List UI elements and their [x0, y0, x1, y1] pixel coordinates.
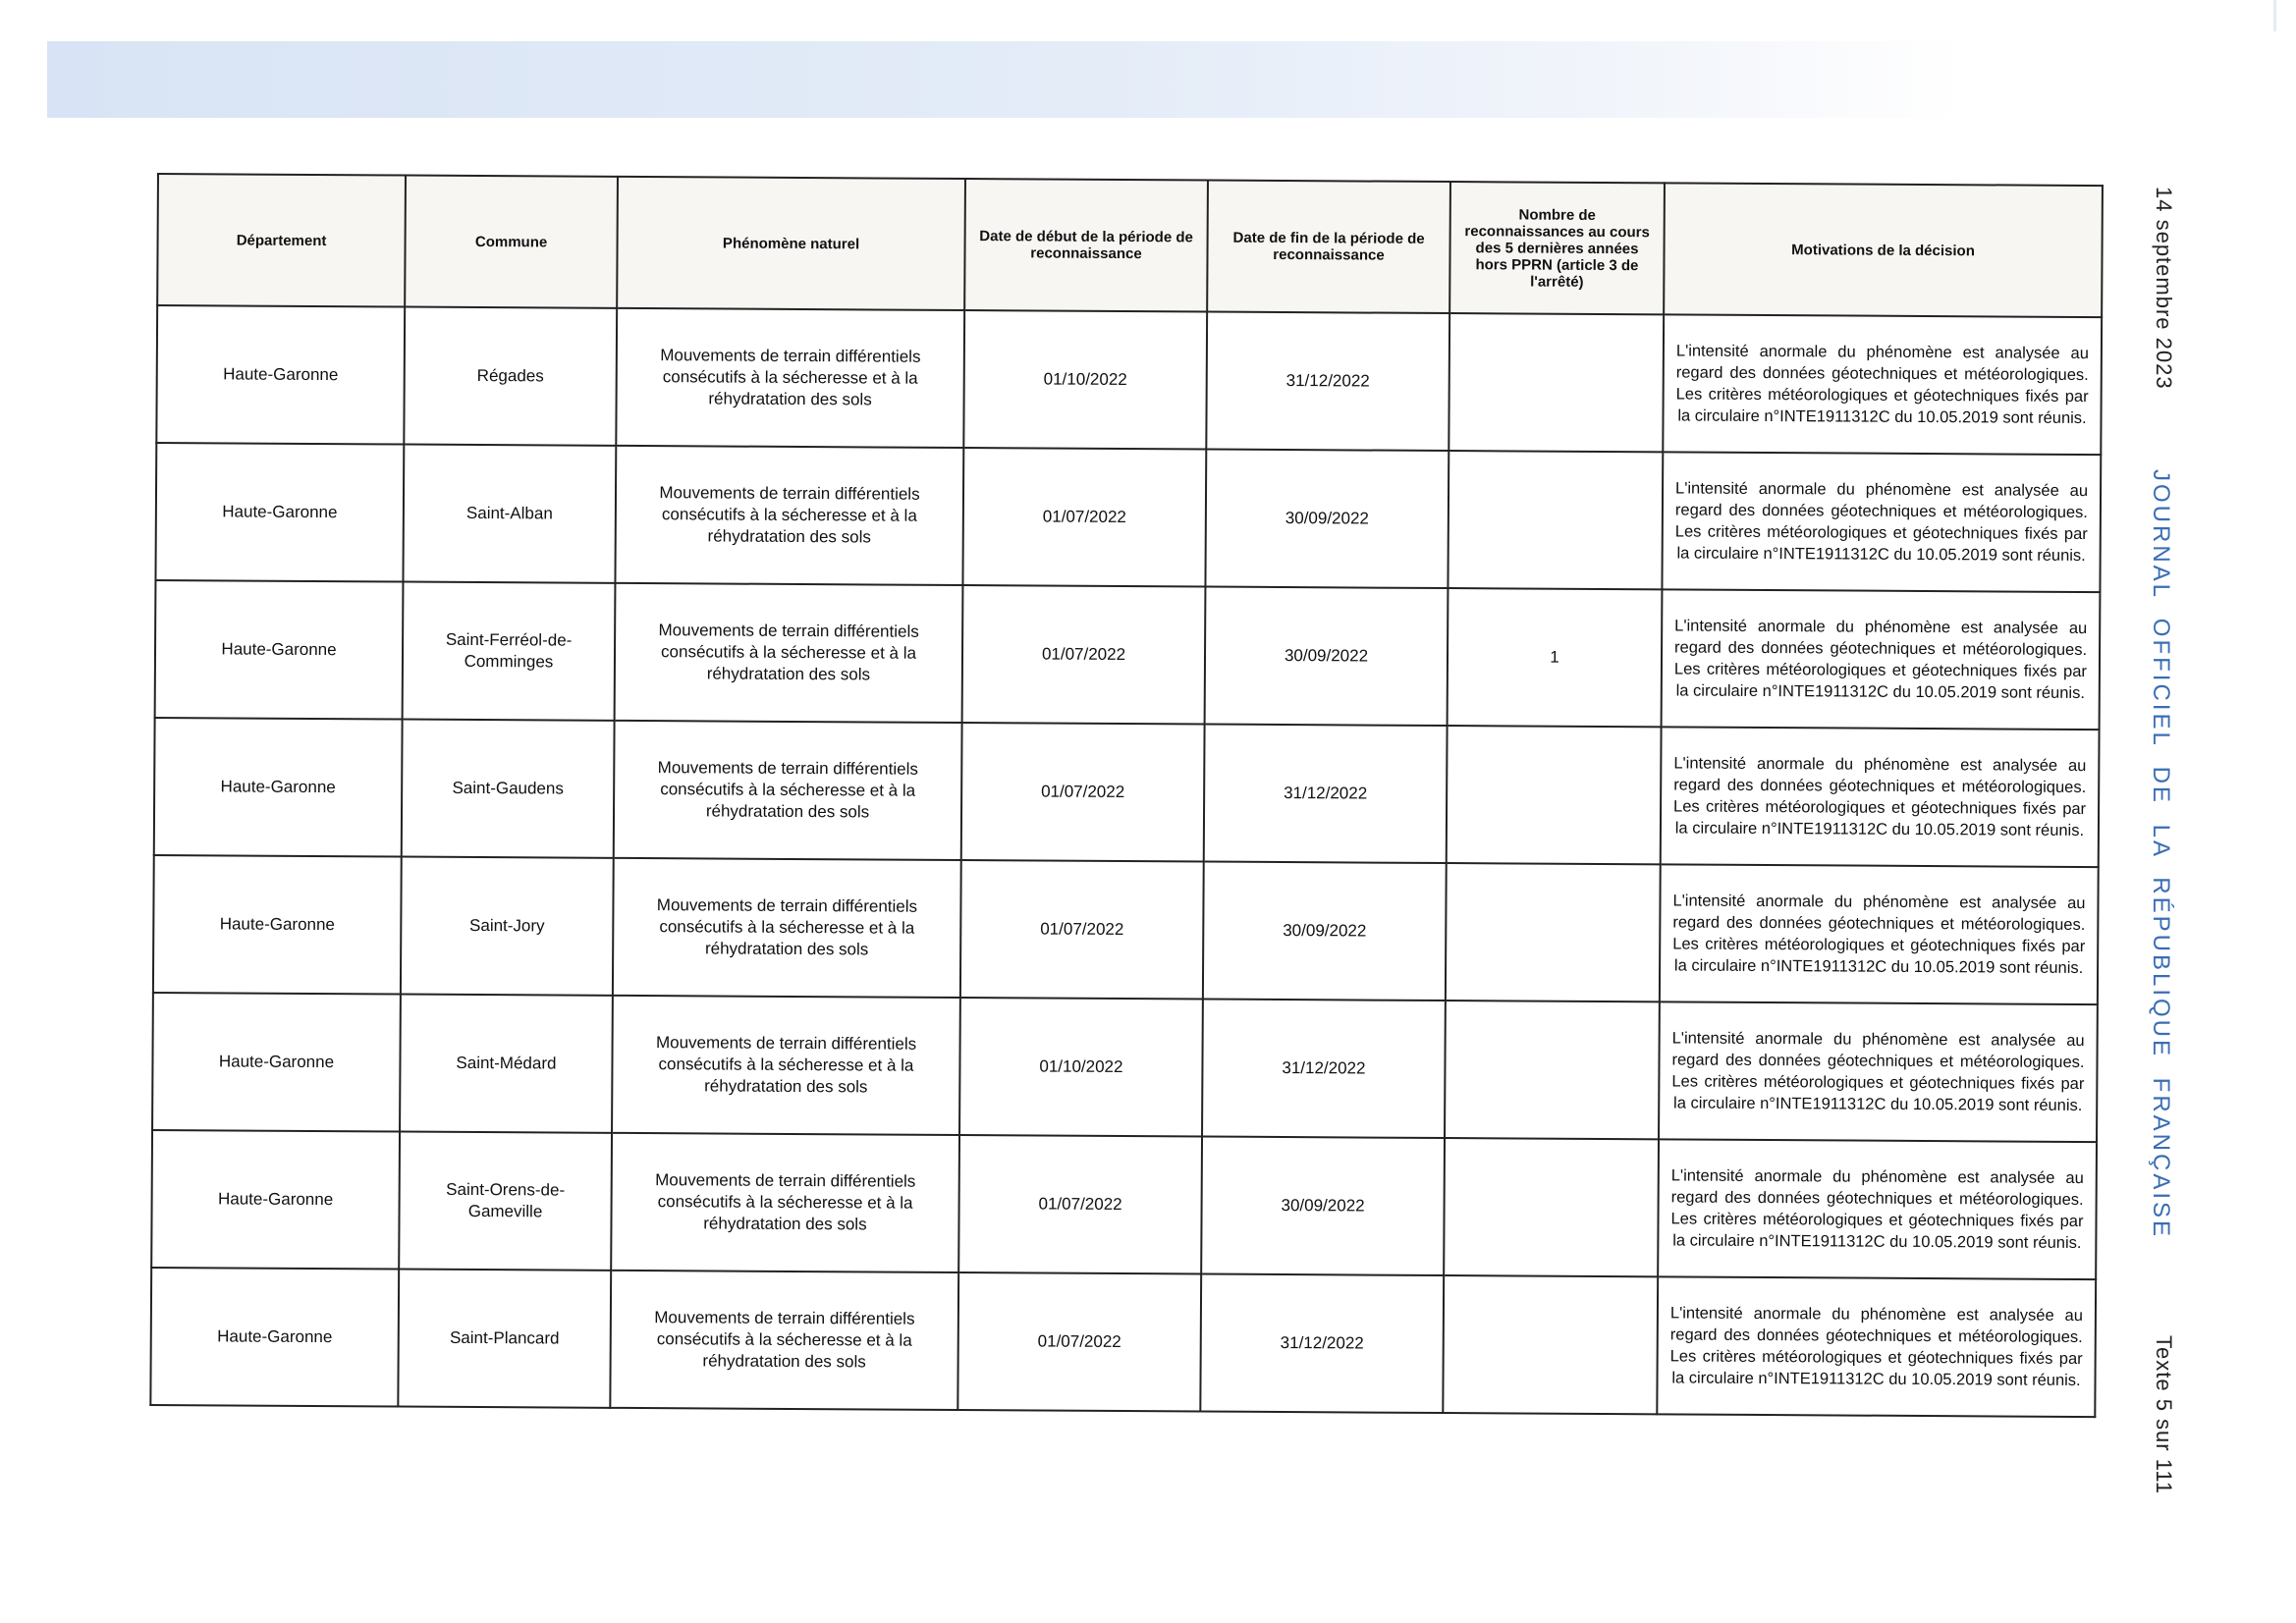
cell-motivations: L'intensité anormale du phénomène est analysée au regard des données géotechniques et météorologiques. Les critères météorologiques et géotechniques fixés par la circulaire n°INTE1911312C du 10.05.2019 sont réunis.: [1660, 864, 2099, 1004]
cell-departement: Haute-Garonne: [151, 1130, 400, 1270]
table-row: [154, 718, 2100, 867]
cell-nombre: [1444, 1138, 1659, 1276]
cell-departement: Haute-Garonne: [152, 993, 401, 1132]
publication-date: 14 septembre 2023: [2152, 187, 2176, 390]
table-row: [153, 855, 2099, 1004]
cell-commune: Saint-Ferréol-de-Comminges: [403, 582, 616, 721]
cell-nombre: [1449, 313, 1664, 452]
text-page-indicator: Texte 5 sur 111: [2152, 1335, 2176, 1495]
cell-nombre: [1447, 726, 1662, 864]
scan-header-band: [47, 41, 1962, 118]
col-header-date-fin: Date de fin de la période de reconnaissance: [1207, 181, 1450, 314]
table-row: [155, 580, 2101, 730]
col-header-phenomene: Phénomène naturel: [617, 177, 965, 310]
cell-date-debut: 01/10/2022: [959, 998, 1203, 1137]
cell-date-debut: 01/07/2022: [961, 723, 1205, 862]
header-row: [157, 174, 2103, 317]
cell-departement: Haute-Garonne: [155, 580, 404, 720]
scan-edge-mark: [2273, 0, 2276, 31]
cell-nombre: [1448, 451, 1663, 589]
cell-date-fin: 31/12/2022: [1200, 1274, 1444, 1414]
cell-motivations: L'intensité anormale du phénomène est analysée au regard des données géotechniques et météorologiques. Les critères météorologiques et géotechniques fixés par la circulaire n°INTE1911312C du 10.05.2019 sont réunis.: [1658, 1139, 2097, 1279]
cell-phenomene: Mouvements de terrain différentiels consécutifs à la sécheresse et à la réhydratation des sols: [616, 308, 964, 448]
cell-date-fin: 31/12/2022: [1206, 312, 1449, 452]
table-row: [150, 1268, 2096, 1417]
cell-phenomene: Mouvements de terrain différentiels consécutifs à la sécheresse et à la réhydratation des sols: [613, 858, 961, 998]
cell-commune: Saint-Alban: [403, 445, 616, 583]
cell-departement: Haute-Garonne: [154, 718, 403, 857]
cell-nombre: 1: [1448, 588, 1663, 727]
cell-commune: Saint-Plancard: [398, 1270, 611, 1408]
cell-date-debut: 01/07/2022: [960, 860, 1204, 1000]
cell-phenomene: Mouvements de terrain différentiels consécutifs à la sécheresse et à la réhydratation des sols: [615, 446, 963, 585]
cell-motivations: L'intensité anormale du phénomène est analysée au regard des données géotechniques et météorologiques. Les critères météorologiques et géotechniques fixés par la circulaire n°INTE1911312C du 10.05.2019 sont réunis.: [1662, 589, 2101, 730]
cell-date-debut: 01/07/2022: [962, 448, 1206, 587]
table-row: [155, 443, 2101, 592]
cell-date-fin: 30/09/2022: [1205, 587, 1449, 727]
cell-date-fin: 31/12/2022: [1202, 1000, 1446, 1139]
cell-date-fin: 30/09/2022: [1203, 862, 1447, 1001]
col-header-nombre: Nombre de reconnaissances au cours des 5 dernières années hors PPRN (article 3 de l'arrêté): [1449, 182, 1665, 314]
cell-date-debut: 01/07/2022: [962, 585, 1206, 725]
col-header-commune: Commune: [405, 176, 618, 308]
cell-commune: Régades: [404, 307, 617, 446]
cell-phenomene: Mouvements de terrain différentiels consécutifs à la sécheresse et à la réhydratation des sols: [615, 583, 963, 723]
cell-departement: Haute-Garonne: [155, 443, 404, 582]
cell-departement: Haute-Garonne: [156, 305, 405, 445]
cell-motivations: L'intensité anormale du phénomène est analysée au regard des données géotechniques et météorologiques. Les critères météorologiques et géotechniques fixés par la circulaire n°INTE1911312C du 10.05.2019 sont réunis.: [1659, 1001, 2098, 1142]
cell-motivations: L'intensité anormale du phénomène est analysée au regard des données géotechniques et météorologiques. Les critères météorologiques et géotechniques fixés par la circulaire n°INTE1911312C du 10.05.2019 sont réunis.: [1662, 452, 2101, 592]
cell-commune: Saint-Jory: [401, 857, 614, 996]
table-body: [150, 305, 2102, 1417]
table-row: [156, 305, 2102, 455]
cell-phenomene: Mouvements de terrain différentiels consécutifs à la sécheresse et à la réhydratation des sols: [610, 1271, 958, 1410]
cell-date-fin: 31/12/2022: [1204, 725, 1448, 864]
cell-date-debut: 01/07/2022: [958, 1135, 1202, 1274]
cell-commune: Saint-Médard: [400, 995, 613, 1133]
journal-title: JOURNAL OFFICIEL DE LA RÉPUBLIQUE FRANÇAISE: [2148, 469, 2174, 1240]
cell-nombre: [1445, 1001, 1660, 1139]
decision-table: [149, 173, 2104, 1418]
cell-date-debut: 01/07/2022: [957, 1272, 1201, 1412]
cell-motivations: L'intensité anormale du phénomène est analysée au regard des données géotechniques et météorologiques. Les critères météorologiques et géotechniques fixés par la circulaire n°INTE1911312C du 10.05.2019 sont réunis.: [1657, 1276, 2096, 1417]
col-header-date-debut: Date de début de la période de reconnaissance: [964, 179, 1208, 312]
cell-date-fin: 30/09/2022: [1201, 1137, 1445, 1276]
cell-commune: Saint-Gaudens: [402, 720, 615, 858]
cell-departement: Haute-Garonne: [150, 1268, 399, 1407]
col-header-motivations: Motivations de la décision: [1664, 183, 2103, 317]
cell-motivations: L'intensité anormale du phénomène est analysée au regard des données géotechniques et météorologiques. Les critères météorologiques et géotechniques fixés par la circulaire n°INTE1911312C du 10.05.2019 sont réunis.: [1661, 727, 2100, 867]
cell-date-fin: 30/09/2022: [1205, 450, 1449, 589]
cell-date-debut: 01/10/2022: [963, 310, 1207, 450]
cell-nombre: [1443, 1275, 1658, 1414]
cell-departement: Haute-Garonne: [153, 855, 402, 995]
table-row: [151, 1130, 2097, 1279]
cell-phenomene: Mouvements de terrain différentiels consécutifs à la sécheresse et à la réhydratation des sols: [612, 996, 960, 1135]
cell-phenomene: Mouvements de terrain différentiels consécutifs à la sécheresse et à la réhydratation des sols: [611, 1133, 959, 1272]
cell-commune: Saint-Orens-de-Gameville: [399, 1132, 612, 1271]
col-header-departement: Département: [157, 174, 406, 307]
cell-phenomene: Mouvements de terrain différentiels consécutifs à la sécheresse et à la réhydratation des sols: [614, 721, 962, 860]
cell-nombre: [1446, 863, 1661, 1001]
table-row: [152, 993, 2098, 1142]
table-header: [157, 174, 2103, 317]
cell-motivations: L'intensité anormale du phénomène est analysée au regard des données géotechniques et météorologiques. Les critères météorologiques et géotechniques fixés par la circulaire n°INTE1911312C du 10.05.2019 sont réunis.: [1663, 314, 2102, 455]
